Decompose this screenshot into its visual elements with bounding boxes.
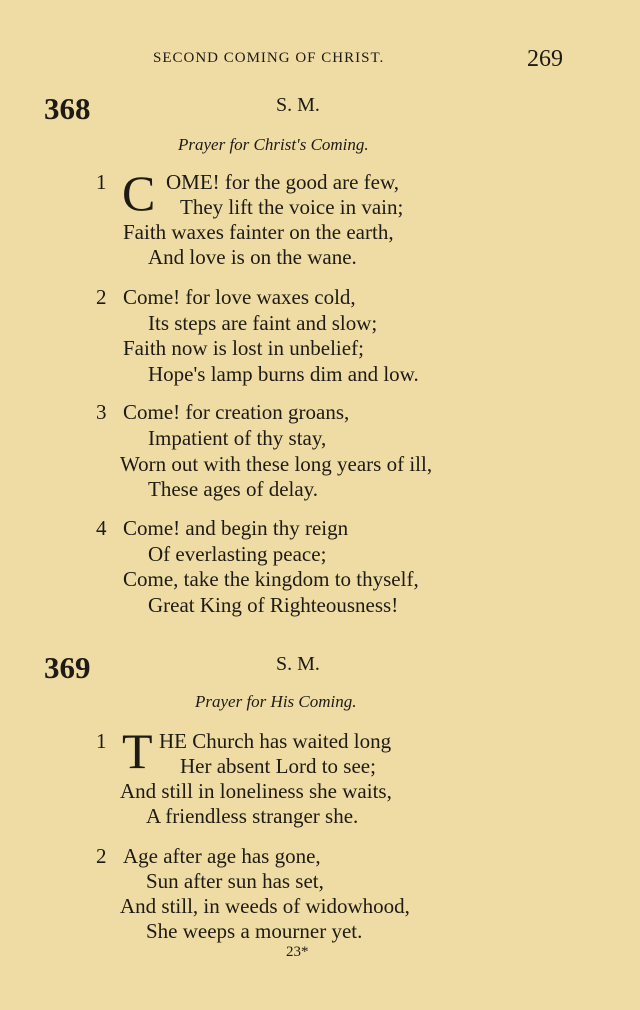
verse-line: Hope's lamp burns dim and low. xyxy=(148,362,419,386)
verse-line: Come! for creation groans, xyxy=(123,400,350,424)
verse-number: 2 xyxy=(96,844,107,868)
verse-line: Great King of Righteousness! xyxy=(148,593,399,617)
verse-line: They lift the voice in vain; xyxy=(180,195,404,219)
verse-line: A friendless stranger she. xyxy=(146,804,359,828)
verse-number: 4 xyxy=(96,516,107,540)
verse-line: Of everlasting peace; xyxy=(148,542,327,566)
verse-line: And still in loneliness she waits, xyxy=(120,779,392,803)
hymn-meter: S. M. xyxy=(276,653,320,675)
verse-line: Come, take the kingdom to thyself, xyxy=(123,567,419,591)
verse-line: Come! and begin thy reign xyxy=(123,516,349,540)
running-head xyxy=(0,46,640,76)
verse-line: Faith waxes fainter on the earth, xyxy=(123,220,394,244)
verse-line: Sun after sun has set, xyxy=(146,869,324,893)
drop-cap: T xyxy=(122,723,153,779)
verse-line: And love is on the wane. xyxy=(148,245,357,269)
hymn-number: 369 xyxy=(44,650,91,685)
verse-line: These ages of delay. xyxy=(148,477,319,501)
verse-line: HE Church has waited long xyxy=(159,729,392,753)
verse-line: Faith now is lost in unbelief; xyxy=(123,336,364,360)
verse-line: And still, in weeds of widowhood, xyxy=(120,894,410,918)
verse-line: Its steps are faint and slow; xyxy=(148,311,378,335)
verse-number: 1 xyxy=(96,170,107,194)
verse-number: 3 xyxy=(96,400,107,424)
verse-number: 1 xyxy=(96,729,107,753)
verse-line: Worn out with these long years of ill, xyxy=(120,452,433,476)
verse-line: OME! for the good are few, xyxy=(166,170,400,194)
hymn-meter: S. M. xyxy=(276,94,320,116)
verse-line: Come! for love waxes cold, xyxy=(123,285,356,309)
verse-line: Her absent Lord to see; xyxy=(180,754,376,778)
drop-cap: C xyxy=(122,165,156,221)
running-head-title: SECOND COMING OF CHRIST. xyxy=(153,50,385,66)
hymn-subtitle: Prayer for Christ's Coming. xyxy=(178,135,369,154)
verse-line: She weeps a mourner yet. xyxy=(146,919,363,943)
hymn-subtitle: Prayer for His Coming. xyxy=(195,692,357,711)
page-number: 269 xyxy=(527,46,563,72)
verse-line: Age after age has gone, xyxy=(123,844,321,868)
verse-line: Impatient of thy stay, xyxy=(148,426,327,450)
hymn-number: 368 xyxy=(44,91,91,126)
verse-number: 2 xyxy=(96,285,107,309)
signature-mark: 23* xyxy=(286,944,309,960)
